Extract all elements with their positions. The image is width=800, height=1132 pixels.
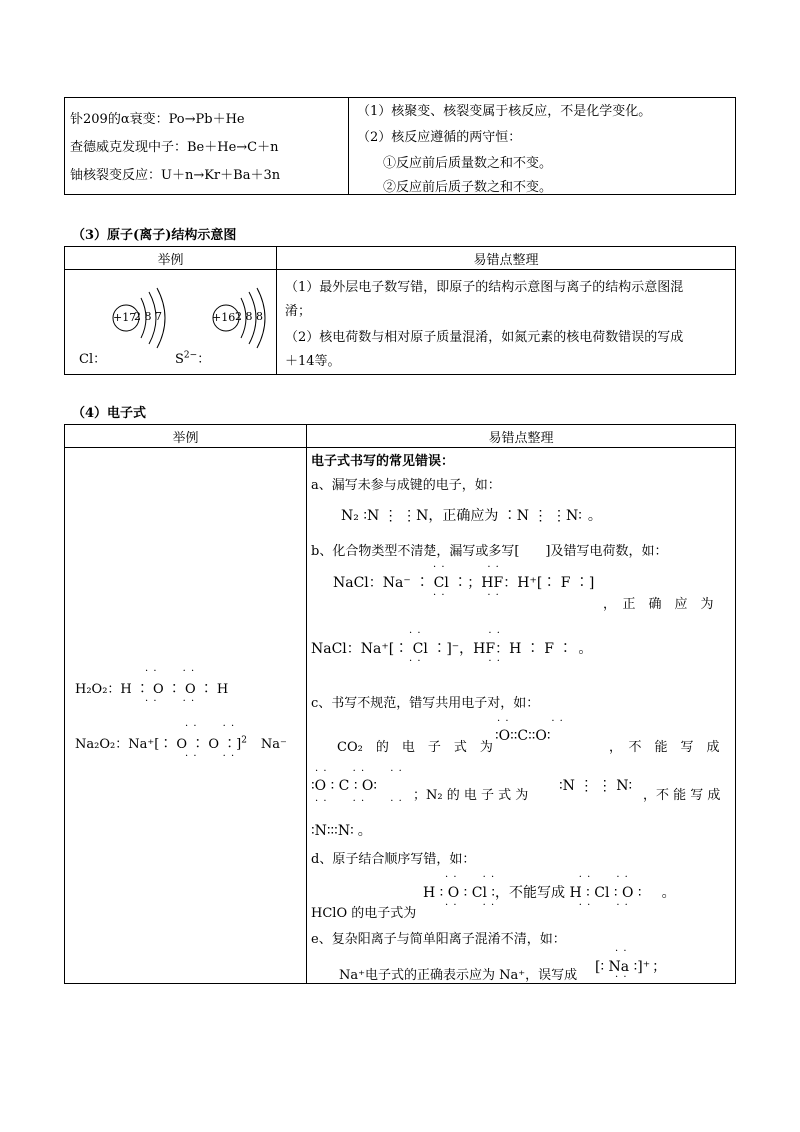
error-b-formula-1: NaCl：Na⁻ ∶ Cl ∶；HF：H⁺[∶ F ∶] — [333, 575, 595, 591]
reaction-line: 铀核裂变反应：U＋n→Kr＋Ba＋3n — [70, 168, 281, 183]
n2-formula: ∶N ⋮ ⋮ N∶ — [559, 778, 633, 794]
formula-example-cell — [65, 448, 307, 984]
error-c-line2-tail: ，不 能 写 成 — [643, 788, 721, 803]
error-c-line1-tail: ， 不 能 写 成 — [609, 740, 720, 755]
point-line: （2）核电荷数与相对原子质量混淆，如氮元素的核电荷数错误的写成 — [285, 330, 684, 345]
error-b-text: b、化合物类型不清楚，漏写或多写[ ]及错写电荷数，如： — [311, 544, 668, 559]
lone-pair-dots: · · · · · · — [315, 766, 403, 777]
section-heading: （4）电子式 — [72, 406, 147, 421]
lone-pair-dots: · · · · — [145, 666, 196, 677]
reaction-line: 钋209的α衰变：Po→Pb＋He — [70, 112, 245, 127]
reaction-examples-cell — [65, 98, 349, 195]
lone-pair-dots: · · · · — [497, 716, 564, 727]
error-e-text: e、复杂阳离子与简单阳离子混淆不清，如： — [311, 932, 566, 947]
column-header: 易错点整理 — [307, 425, 736, 448]
reaction-line: 查德威克发现中子：Be＋He→C＋n — [70, 140, 279, 155]
lone-pair-dots: · · · · · · · · — [445, 872, 629, 883]
electron-formula-table — [64, 424, 736, 984]
hclo-formula: H ∶ O ∶ Cl ∶，不能写成 H ∶ Cl ∶ O ∶ 。 — [423, 885, 676, 901]
n2-wrong-formula: ∶N∶∶∶N∶ 。 — [311, 823, 372, 839]
lone-pair-dots: · · · · — [433, 590, 500, 601]
cl-label: Cl： — [79, 352, 107, 367]
s-shells: 2 8 8 — [235, 310, 263, 323]
column-header: 易错点整理 — [277, 247, 736, 270]
co2-wrong-formula: ∶O ∶ C ∶ O∶ — [311, 778, 378, 794]
error-a-formula: N₂ ∶N ⋮ ⋮N，正确应为 ∶N ⋮ ⋮N∶ 。 — [341, 508, 602, 524]
na2o2-formula: Na₂O₂：Na⁺[∶ O ∶ O ∶]$^2$ Na⁻ — [75, 735, 287, 752]
error-c-text: c、书写不规范，错写共用电子对，如： — [311, 696, 540, 711]
error-b-tail: ， 正 确 应 为 — [603, 597, 714, 612]
column-header: 举例 — [65, 425, 307, 448]
reaction-notes-cell — [349, 98, 736, 195]
column-header: 举例 — [65, 247, 277, 270]
section-heading: （3）原子(离子)结构示意图 — [72, 228, 237, 243]
lone-pair-dots: · · · · — [185, 721, 236, 732]
co2-formula: ∶O∶∶C∶∶O∶ — [495, 728, 551, 744]
error-a-text: a、漏写未参与成键的电子，如： — [311, 478, 501, 493]
formula-errors-cell — [307, 448, 736, 984]
structure-diagram-table — [64, 246, 736, 375]
point-line: 淆； — [285, 304, 312, 319]
h2o2-formula: H₂O₂：H ∶ O ∶ O ∶ H — [75, 682, 229, 697]
errors-title: 电子式书写的常见错误： — [311, 454, 455, 469]
note-line: ①反应前后质量数之和不变。 — [383, 156, 553, 171]
lone-pair-dots: · · — [615, 946, 628, 957]
structure-example-cell — [65, 270, 277, 375]
lone-pair-dots: · · · · — [185, 751, 236, 762]
lone-pair-dots: · · · · · · — [315, 796, 403, 807]
lone-pair-dots: · · · · — [409, 628, 501, 639]
cl-shells: 2 8 7 — [134, 310, 162, 323]
na-wrong-formula: [∶ Na ∶]⁺ ； — [595, 959, 667, 975]
cl-nucleus: +17 — [113, 311, 137, 324]
error-b-formula-2: NaCl：Na⁺[∶ Cl ∶]⁻，HF：H ∶ F ∶ 。 — [311, 641, 593, 657]
structure-points-cell — [277, 270, 736, 375]
lone-pair-dots: · · · · — [145, 696, 196, 707]
lone-pair-dots: · · · · — [433, 562, 500, 573]
s-label: $S^{2-}$： — [175, 350, 211, 367]
note-line: ②反应前后质子数之和不变。 — [383, 180, 553, 195]
lone-pair-dots: · · — [615, 972, 628, 983]
error-d-text: d、原子结合顺序写错，如： — [311, 852, 476, 867]
note-line: （1）核聚变、核裂变属于核反应，不是化学变化。 — [357, 104, 652, 119]
lone-pair-dots: · · · · · · · · — [445, 900, 629, 911]
note-line: （2）核反应遵循的两守恒： — [357, 130, 522, 145]
s-nucleus: +16 — [212, 311, 236, 324]
error-e-text-2: Na⁺电子式的正确表示应为 Na⁺，误写成 — [339, 968, 578, 983]
error-c-line1: CO₂ 的 电 子 式 为 — [337, 740, 493, 755]
error-c-line2: ；N₂ 的 电 子 式 为 — [413, 788, 529, 803]
point-line: ＋14等。 — [285, 354, 341, 369]
point-line: （1）最外层电子数写错，即原子的结构示意图与离子的结构示意图混 — [285, 280, 684, 295]
error-d-label: HClO 的电子式为 — [311, 906, 417, 921]
lone-pair-dots: · · · · — [409, 656, 501, 667]
nuclear-reaction-table — [64, 97, 736, 195]
